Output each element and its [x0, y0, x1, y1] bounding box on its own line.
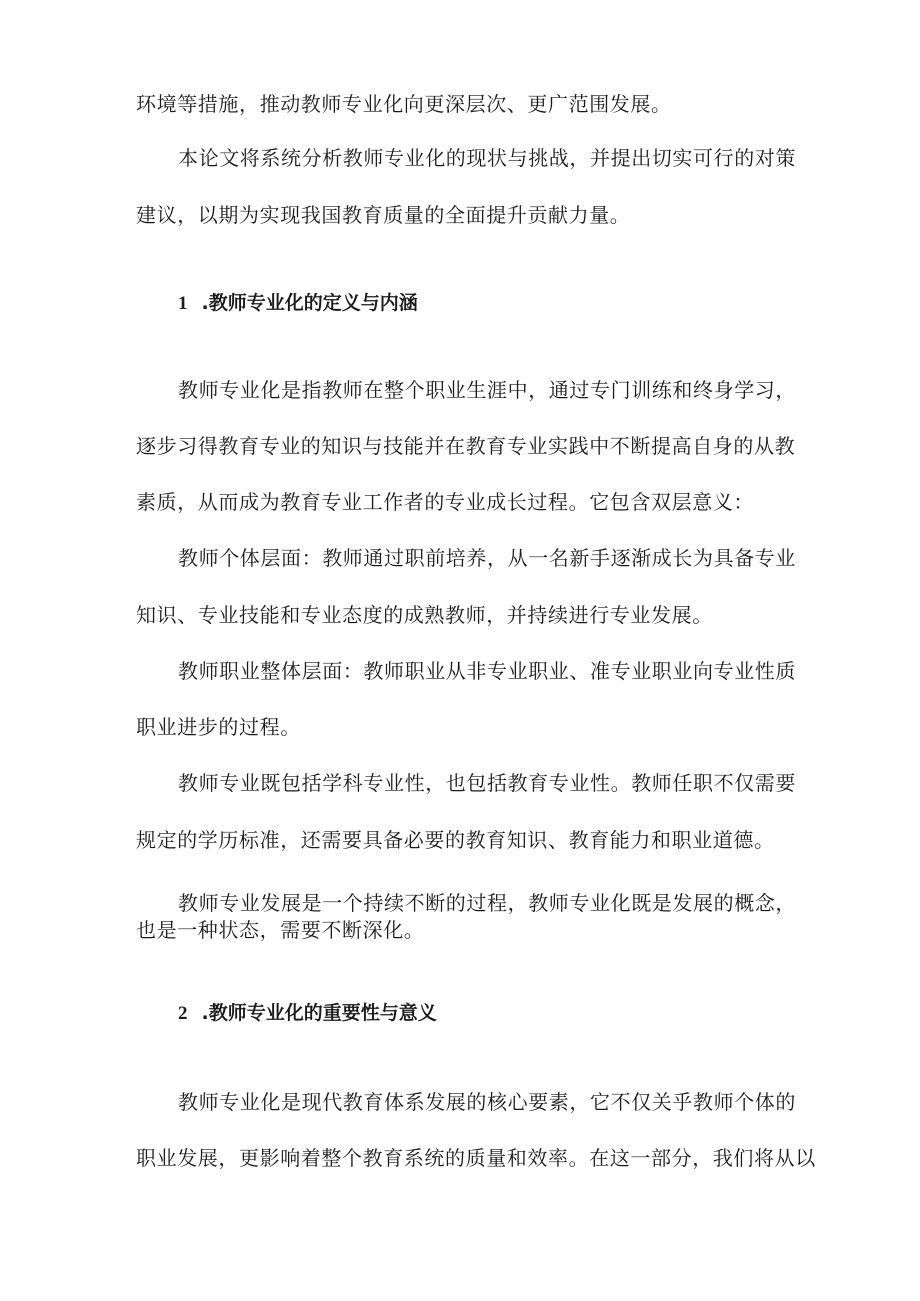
- paragraph-line: 环境等措施，推动教师专业化向更深层次、更广范围发展。: [136, 92, 672, 116]
- paragraph-line: 职业进步的过程。: [136, 715, 301, 739]
- paragraph-line: 知识、专业技能和专业态度的成熟教师，并持续进行专业发展。: [136, 603, 713, 627]
- paragraph-line: 也是一种状态，需要不断深化。: [136, 918, 425, 942]
- paragraph-line: 教师专业既包括学科专业性，也包括教育专业性。教师任职不仅需要: [178, 771, 796, 795]
- paragraph-line: 素质，从而成为教育专业工作者的专业成长过程。它包含双层意义：: [136, 490, 754, 514]
- section-heading-1: [178, 291, 418, 316]
- paragraph-line: 规定的学历标准，还需要具备必要的教育知识、教育能力和职业道德。: [136, 828, 775, 852]
- section-title: .教师专业化的定义与内涵: [201, 292, 418, 314]
- section-number: 1: [178, 293, 188, 314]
- paragraph-line: 教师专业化是现代教育体系发展的核心要素，它不仅关乎教师个体的: [178, 1090, 796, 1114]
- paragraph-line: 逐步习得教育专业的知识与技能并在教育专业实践中不断提高自身的从教: [136, 434, 796, 458]
- paragraph-line: 教师专业发展是一个持续不断的过程，教师专业化既是发展的概念，: [178, 891, 796, 915]
- paragraph-line: 教师个体层面：教师通过职前培养，从一名新手逐渐成长为具备专业: [178, 546, 796, 570]
- paragraph-line: 建议，以期为实现我国教育质量的全面提升贡献力量。: [136, 203, 631, 227]
- paragraph-line: 本论文将系统分析教师专业化的现状与挑战，并提出切实可行的对策: [178, 146, 796, 170]
- paragraph-line: 教师职业整体层面：教师职业从非专业职业、准专业职业向专业性质: [178, 659, 796, 683]
- paragraph-line: 职业发展，更影响着整个教育系统的质量和效率。在这一部分，我们将从以: [136, 1146, 816, 1170]
- section-title: .教师专业化的重要性与意义: [201, 1002, 437, 1024]
- section-heading-2: [178, 1001, 437, 1026]
- paragraph-line: 教师专业化是指教师在整个职业生涯中，通过专门训练和终身学习，: [178, 378, 796, 402]
- section-number: 2: [178, 1003, 188, 1024]
